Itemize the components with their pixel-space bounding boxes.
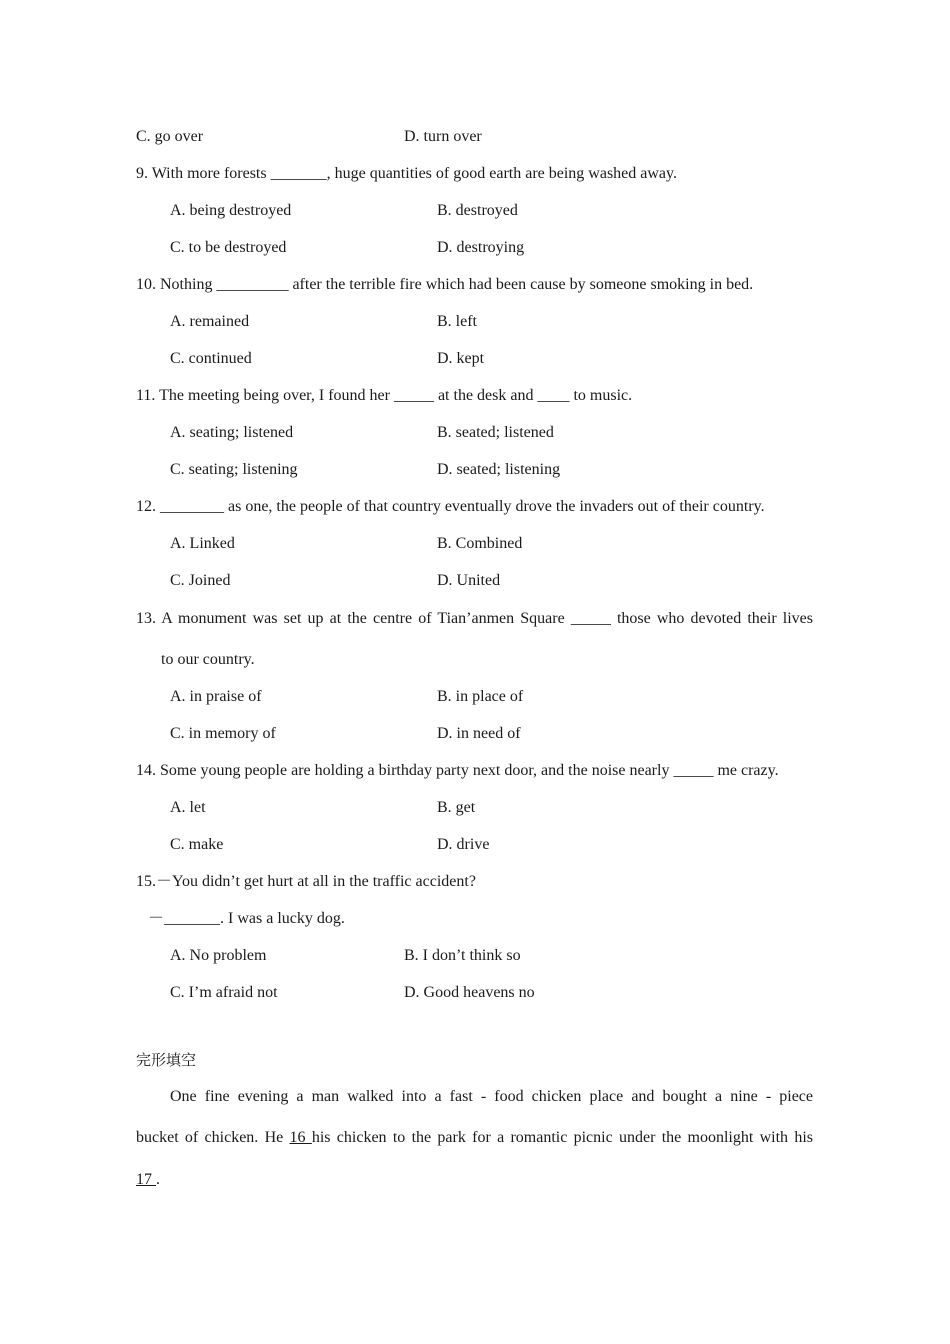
q8-option-d: D. turn over — [404, 128, 482, 145]
q14-option-b: B. get — [437, 799, 476, 816]
q13-stem-line2: to our country. — [161, 651, 255, 668]
q12-stem: 12. ________ as one, the people of that country eventually drove the invaders out of their country. — [136, 498, 765, 515]
q13-stem-line1: 13. A monument was set up at the centre of Tian’anmen Square _____ those who devoted their lives — [136, 610, 813, 627]
q11-option-c: C. seating; listening — [170, 461, 298, 478]
q9-option-a: A. being destroyed — [170, 202, 292, 219]
q14-option-c: C. make — [170, 836, 224, 853]
passage-text: . — [156, 1171, 160, 1188]
passage-line-3 — [136, 1170, 160, 1190]
q10-option-d: D. kept — [437, 350, 485, 367]
q15-stem-line1: 15.－You didn’t get hurt at all in the traffic accident? — [136, 873, 476, 890]
blank-16: 16 — [289, 1129, 312, 1146]
q10-option-c: C. continued — [170, 350, 252, 367]
q9-stem: 9. With more forests _______, huge quantities of good earth are being washed away. — [136, 165, 677, 182]
q12-option-a: A. Linked — [170, 535, 235, 552]
q10-stem: 10. Nothing _________ after the terrible fire which had been cause by someone smoking in bed. — [136, 276, 754, 293]
q12-option-b: B. Combined — [437, 535, 523, 552]
q9-option-c: C. to be destroyed — [170, 239, 287, 256]
q9-option-b: B. destroyed — [437, 202, 518, 219]
q14-stem: 14. Some young people are holding a birthday party next door, and the noise nearly _____ me crazy. — [136, 762, 779, 779]
q15-option-d: D. Good heavens no — [404, 984, 535, 1001]
q8-option-c: C. go over — [136, 128, 204, 145]
q11-option-d: D. seated; listening — [437, 461, 561, 478]
q9-option-d: D. destroying — [437, 239, 525, 256]
passage-line-2 — [136, 1128, 813, 1148]
q14-option-a: A. let — [170, 799, 206, 816]
section-title: 完形填空 — [136, 1051, 197, 1069]
q12-option-c: C. Joined — [170, 572, 231, 589]
q13-option-c: C. in memory of — [170, 725, 276, 742]
q14-option-d: D. drive — [437, 836, 490, 853]
q13-option-d: D. in need of — [437, 725, 521, 742]
q15-option-b: B. I don’t think so — [404, 947, 521, 964]
passage-line-1: One fine evening a man walked into a fast - food chicken place and bought a nine - piece — [170, 1088, 813, 1105]
q11-option-b: B. seated; listened — [437, 424, 554, 441]
passage-text: bucket of chicken. He — [136, 1129, 290, 1146]
blank-17: 17 — [136, 1171, 156, 1188]
q11-option-a: A. seating; listened — [170, 424, 294, 441]
q10-option-b: B. left — [437, 313, 477, 330]
q15-option-c: C. I’m afraid not — [170, 984, 278, 1001]
passage-text: his chicken to the park for a romantic picnic under the moonlight with his — [311, 1129, 814, 1146]
q12-option-d: D. United — [437, 572, 501, 589]
q15-option-a: A. No problem — [170, 947, 267, 964]
q10-option-a: A. remained — [170, 313, 250, 330]
q13-option-b: B. in place of — [437, 688, 524, 705]
q13-option-a: A. in praise of — [170, 688, 262, 705]
q11-stem: 11. The meeting being over, I found her _____ at the desk and ____ to music. — [136, 387, 633, 404]
q15-stem-line2: －_______. I was a lucky dog. — [148, 910, 345, 927]
